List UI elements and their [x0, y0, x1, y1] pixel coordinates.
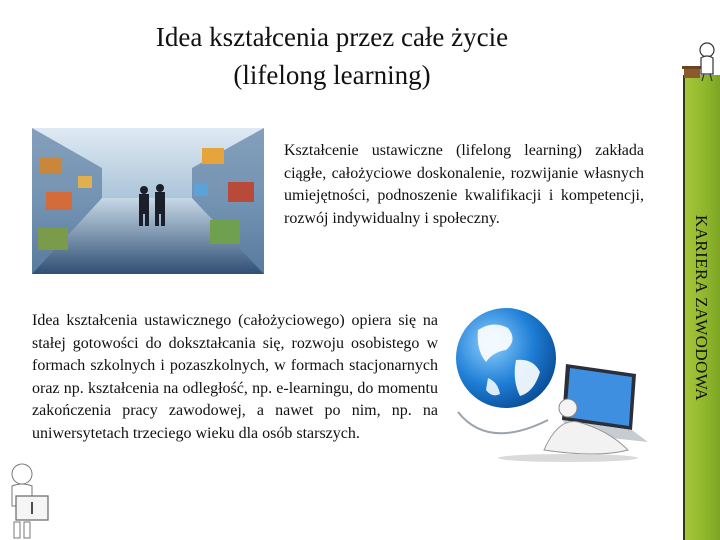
digital-corridor-image [32, 128, 264, 274]
globe-laptop-figure-image [448, 300, 654, 462]
slide-title-line2: (lifelong learning) [233, 60, 431, 90]
paragraph-lifelong-learning-idea: Idea kształcenia ustawicznego (całożyciowego) opiera się na stałej gotowości do dokształcania się, rozwoju osobistego w formach szkolnych i pozaszkolnych, w formach stacjonarnych oraz np. kształcenia na odległość, np. e-learningu, do momentu zakończenia pracy zawodowej, a nawet po nim, np. na uniwersytetach trzeciego wieku dla osób starszych. [32, 312, 438, 442]
sidebar-edge [683, 75, 685, 540]
paragraph-lifelong-learning-definition: Kształcenie ustawiczne (lifelong learning) zakłada ciągłe, całożyciowe doskonalenie, rozwijanie własnych umiejętności, podnoszenie kwalifikacji i kompetencji, rozwój indywidualny i społeczny. [284, 142, 644, 227]
slide-title-line1: Idea kształcenia przez całe życie [155, 22, 509, 52]
mascot-figure-icon [680, 40, 720, 82]
figure-holding-sign-icon [6, 462, 50, 540]
sidebar-label: KARIERA ZAWODOWA [692, 215, 711, 401]
slide-title [40, 18, 624, 94]
